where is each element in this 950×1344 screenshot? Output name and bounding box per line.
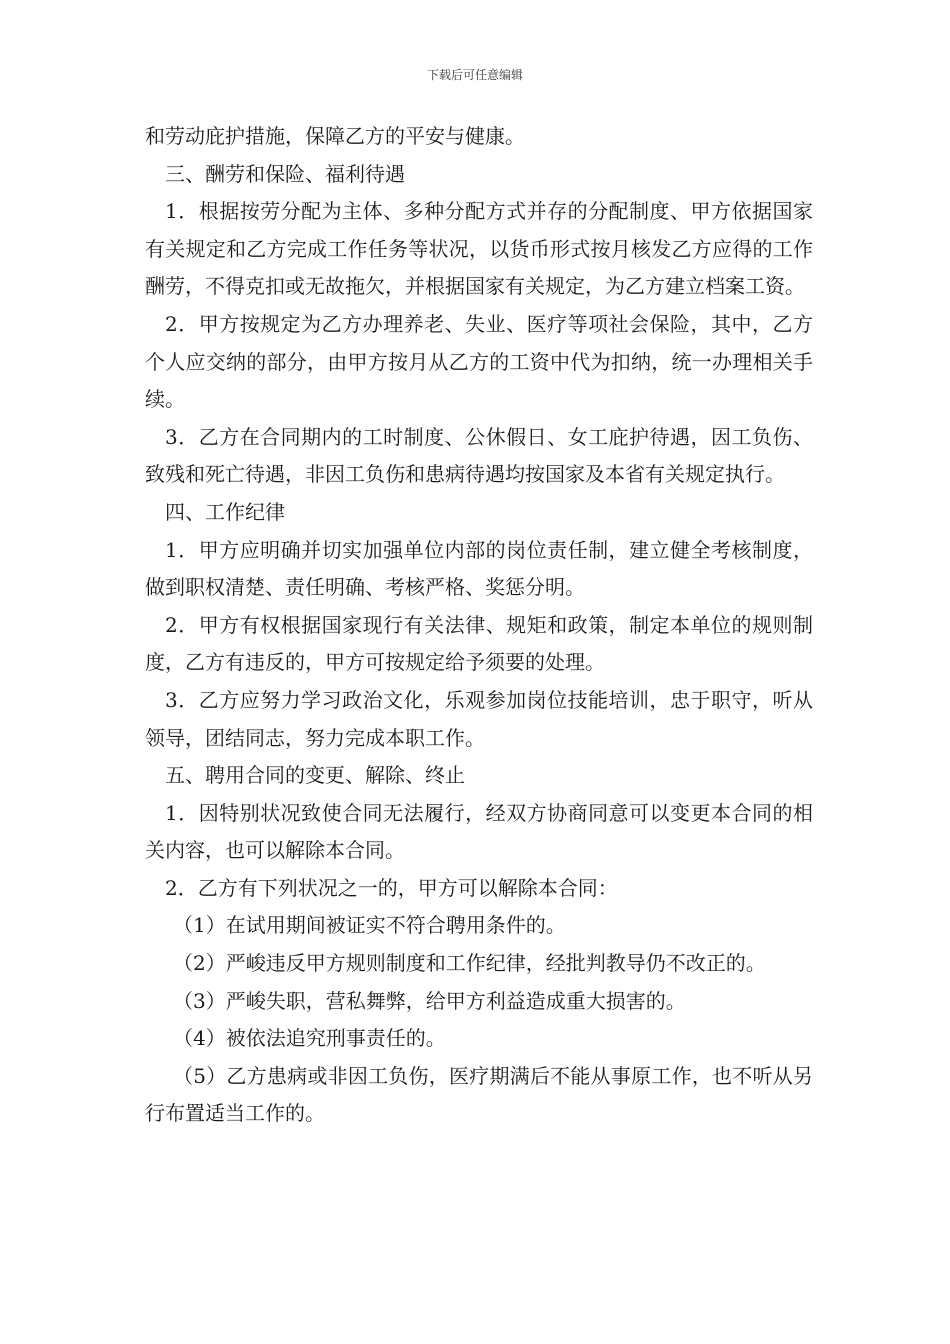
- paragraph-item: 2．甲方按规定为乙方办理养老、失业、医疗等项社会保险，其中，乙方个人应交纳的部分，由甲方按月从乙方的工资中代为扣纳，统一办理相关手续。: [145, 311, 813, 412]
- paragraph-item: 3．乙方在合同期内的工时制度、公休假日、女工庇护待遇，因工负伤、致残和死亡待遇，非因工负伤和患病待遇均按国家及本省有关规定执行。: [145, 424, 813, 487]
- section-heading-4: 四、工作纪律: [165, 499, 285, 524]
- paragraph-item: 1．因特别状况致使合同无法履行，经双方协商同意可以变更本合同的相关内容，也可以解除本合同。: [145, 800, 813, 863]
- page-header: 下载后可任意编辑: [426, 68, 523, 82]
- paragraph-item: 3．乙方应努力学习政治文化，乐观参加岗位技能培训，忠于职守，听从领导，团结同志，努力完成本职工作。: [145, 687, 813, 750]
- section-heading-5: 五、聘用合同的变更、解除、终止: [165, 763, 465, 788]
- paragraph-continuation: 和劳动庇护措施，保障乙方的平安与健康。: [145, 124, 525, 148]
- paragraph-item: 2．乙方有下列状况之一的，甲方可以解除本合同：: [165, 875, 618, 900]
- sub-item: （1）在试用期间被证实不符合聘用条件的。: [173, 913, 566, 938]
- sub-item: （2）严峻违反甲方规则制度和工作纪律，经批判教导仍不改正的。: [173, 951, 766, 976]
- document-body: [145, 118, 813, 1133]
- section-heading-3: 三、酬劳和保险、福利待遇: [165, 161, 405, 186]
- sub-item: （5）乙方患病或非因工负伤，医疗期满后不能从事原工作，也不听从另行布置适当工作的。: [145, 1063, 813, 1126]
- sub-item: （3）严峻失职，营私舞弊，给甲方利益造成重大损害的。: [173, 988, 686, 1013]
- paragraph-item: 2．甲方有权根据国家现行有关法律、规矩和政策，制定本单位的规则制度，乙方有违反的，甲方可按规定给予须要的处理。: [145, 612, 813, 675]
- sub-item: （4）被依法追究刑事责任的。: [173, 1026, 446, 1051]
- paragraph-item: 1．甲方应明确并切实加强单位内部的岗位责任制，建立健全考核制度，做到职权清楚、责任明确、考核严格、奖惩分明。: [145, 537, 813, 600]
- paragraph-item: 1．根据按劳分配为主体、多种分配方式并存的分配制度、甲方依据国家有关规定和乙方完成工作任务等状况，以货币形式按月核发乙方应得的工作酬劳，不得克扣或无故拖欠，并根据国家有关规定，为乙方建立档案工资。: [145, 199, 813, 299]
